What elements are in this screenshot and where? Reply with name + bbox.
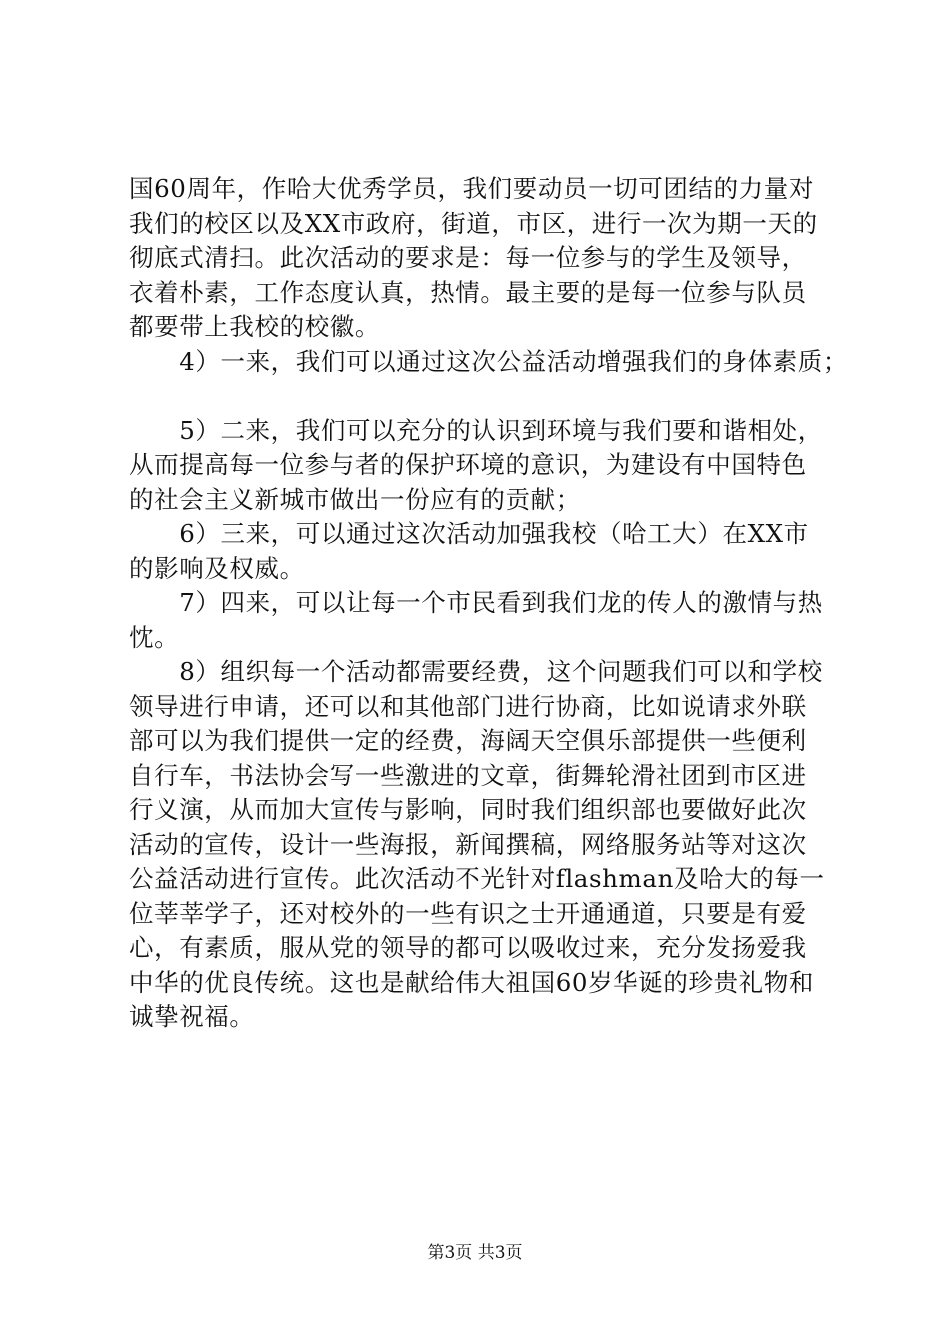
text-line: 的社会主义新城市做出一份应有的贡献； <box>129 484 581 514</box>
document-body <box>129 172 848 1035</box>
text-line: 心，有素质，服从党的领导的都可以吸收过来，充分发扬爱我 <box>129 933 807 962</box>
text-line: 的影响及权威。 <box>129 553 305 583</box>
text-line: 忱。 <box>129 622 180 652</box>
text-line: 彻底式清扫。此次活动的要求是：每一位参与的学生及领导， <box>129 243 807 272</box>
text-line: 部可以为我们提供一定的经费，海阔天空俱乐部提供一些便利 <box>129 726 807 755</box>
paragraph-item-6: 6）三来，可以通过这次活动加强我校（哈工大）在XX市 <box>129 519 809 548</box>
blank-line <box>129 379 835 414</box>
text-line: 活动的宣传，设计一些海报，新闻撰稿，网络服务站等对这次 <box>129 829 807 859</box>
text-line: 从而提高每一位参与者的保护环境的意识，为建设有中国特色 <box>129 450 807 479</box>
text-line: 行义演，从而加大宣传与影响，同时我们组织部也要做好此次 <box>129 795 807 824</box>
text-line: 国60周年，作哈大优秀学员，我们要动员一切可团结的力量对 <box>129 174 814 203</box>
page-number-footer: 第3页 共3页 <box>427 1243 523 1263</box>
paragraph-item-4: 4）一来，我们可以通过这次公益活动增强我们的身体素质； <box>129 346 848 376</box>
text-line: 位莘莘学子，还对校外的一些有识之士开通通道，只要是有爱 <box>129 898 807 928</box>
paragraph-item-5: 5）二来，我们可以充分的认识到环境与我们要和谐相处， <box>129 415 823 445</box>
text-line: 中华的优良传统。这也是献给伟大祖国60岁华诞的珍贵礼物和 <box>129 967 814 997</box>
text-line: 诚挚祝福。 <box>129 1002 255 1031</box>
text-line: 领导进行申请，还可以和其他部门进行协商，比如说请求外联 <box>129 691 807 721</box>
paragraph-item-8: 8）组织每一个活动都需要经费，这个问题我们可以和学校 <box>129 657 823 686</box>
text-line: 衣着朴素，工作态度认真，热情。最主要的是每一位参与队员 <box>129 277 807 307</box>
paragraph-item-7: 7）四来，可以让每一个市民看到我们龙的传人的激情与热 <box>129 588 823 617</box>
text-line: 自行车，书法协会写一些激进的文章，街舞轮滑社团到市区进 <box>129 760 807 790</box>
text-line: 都要带上我校的校徽。 <box>129 312 380 341</box>
text-line: 我们的校区以及XX市政府，街道，市区，进行一次为期一天的 <box>129 208 818 238</box>
text-line: 公益活动进行宣传。此次活动不光针对flashman及哈大的每一 <box>129 864 825 893</box>
